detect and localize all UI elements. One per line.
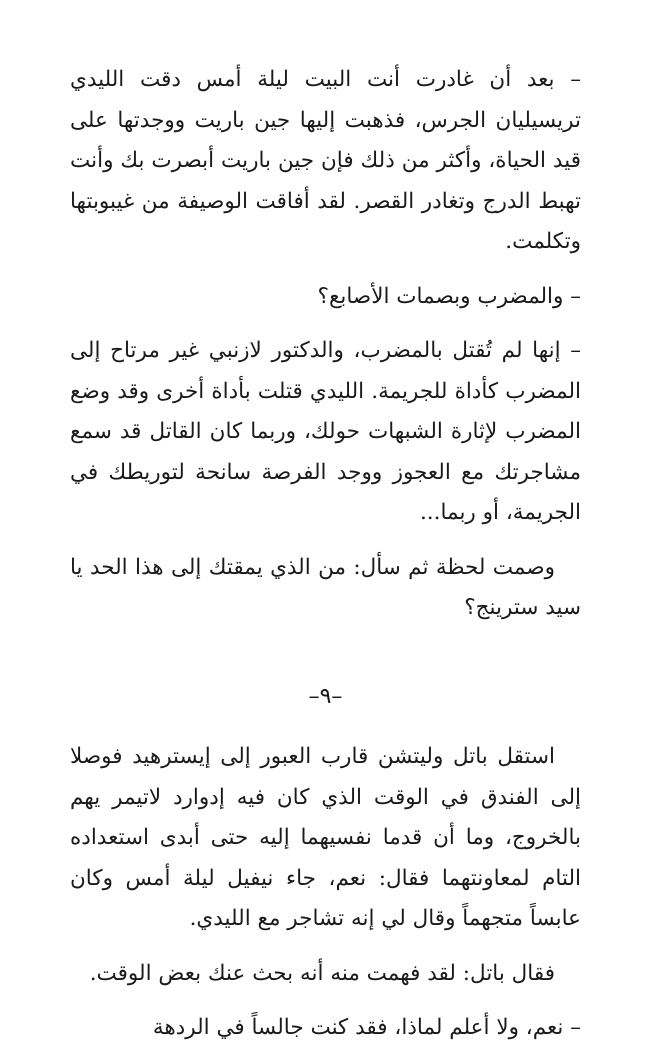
paragraph-club-fingerprints: – والمضرب وبصمات الأصابع؟ (317, 283, 581, 309)
chapter-number: –٩– (308, 683, 343, 709)
paragraph-not-killed-by-club: – إنها لم تُقتل بالمضرب، والدكتور لازنبي غير مرتاح إلى المضرب كأداة للجريمة. الليدي قتلت بأداة أخرى وقد وضع المضرب لإثارة الشبهات حولك، وربما كان القاتل قد سمع مشاجرتك مع العجوز ووجد الفرصة سانحة لتوريطك في الجريمة، أو ربما... (70, 338, 581, 525)
paragraph-who-hates-you: وصمت لحظة ثم سأل: من الذي يمقتك إلى هذا الحد يا سيد سترينج؟ (70, 554, 581, 620)
paragraph-battle-said: فقال باتل: لقد فهمت منه أنه بحث عنك بعض الوقت. (89, 960, 555, 986)
paragraph-sitting-in-lounge: – نعم، ولا أعلم لماذا، فقد كنت جالساً في الردهة (152, 1015, 581, 1040)
paragraph-battle-leach-ferry: استقل باتل وليتشن قارب العبور إلى إيسترهيد فوصلا إلى الفندق في الوقت الذي كان فيه إدوارد لاتيمر يهم بالخروج، وما أن قدما نفسيهما إليه حتى أبدى استعداده التام لمعاونتهما فقال: نعم، جاء نيفيل ليلة أمس وكان عابساً متجهماً وقال لي إنه تشاجر مع الليدي. (70, 744, 581, 931)
paragraph-lady-rang-bell: – بعد أن غادرت أنت البيت ليلة أمس دقت الليدي تريسيليان الجرس، فذهبت إليها جين باريت ووجدتها على قيد الحياة، وأكثر من ذلك فإن جين باريت أبصرت بك وأنت تهبط الدرج وتغادر القصر. لقد أفاقت الوصيفة من غيبوبتها وتكلمت. (70, 67, 581, 254)
